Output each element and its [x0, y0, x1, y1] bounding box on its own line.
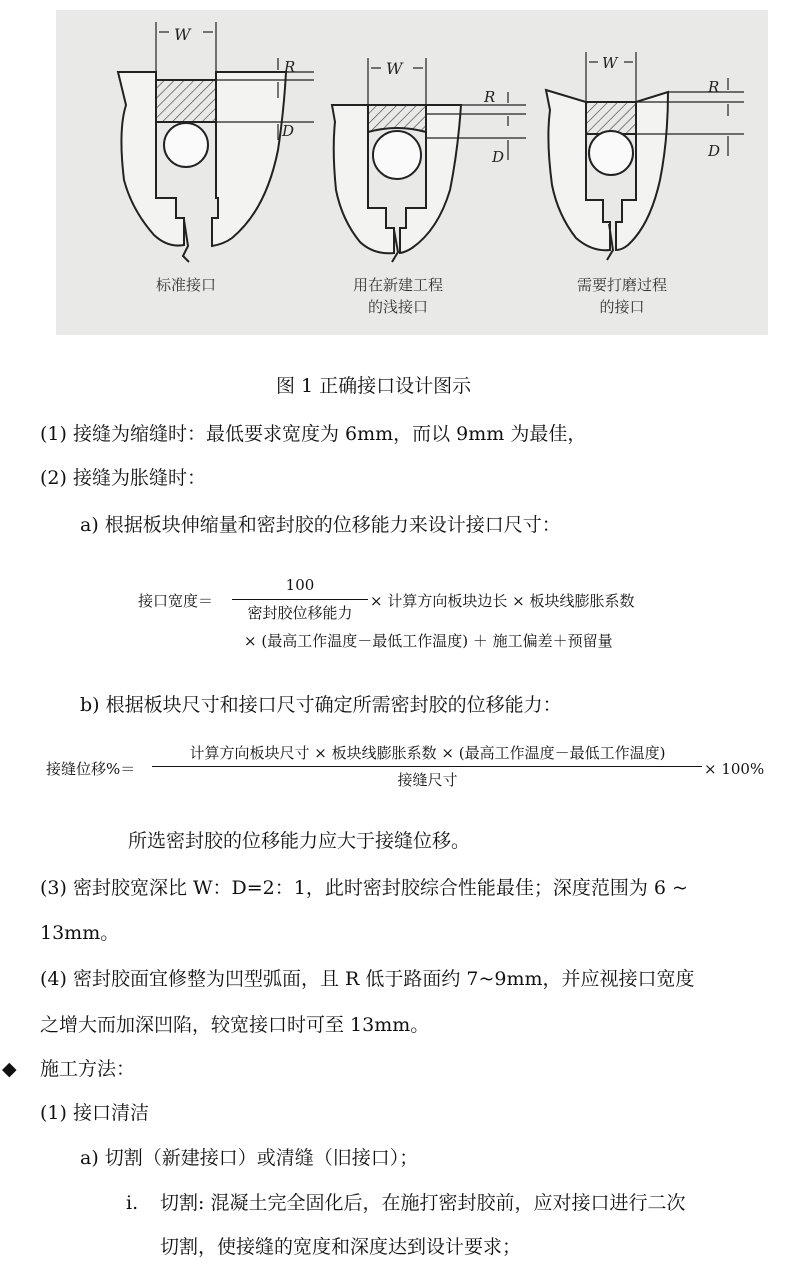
item-cutting-number: i.: [126, 1192, 139, 1214]
dim-w-3: W: [602, 54, 618, 72]
formula1-rhs2: × (最高工作温度－最低工作温度) ＋ 施工偏差＋预留量: [244, 632, 613, 650]
item-width-depth-ratio-line2: 13mm。: [40, 922, 120, 944]
item-expansion-b: b) 根据板块尺寸和接口尺寸确定所需密封胶的位移能力：: [80, 694, 562, 716]
formula2-lhs: 接缝位移%＝: [46, 760, 136, 778]
item-cutting-line1: 切割: 混凝土完全固化后，在施打密封胶前，应对接口进行二次: [160, 1192, 686, 1214]
item-expansion-joint: (2) 接缝为胀缝时：: [40, 467, 206, 489]
panel3-caption-line2: 的接口: [599, 298, 645, 316]
item-cutting-line2: 切割，使接缝的宽度和深度达到设计要求；: [160, 1236, 522, 1258]
panel3-caption-line1: 需要打磨过程: [576, 276, 668, 294]
item-shrinkage-joint: (1) 接缝为缩缝时：最低要求宽度为 6mm，而以 9mm 为最佳，: [40, 423, 587, 445]
item-sealant-surface-line2: 之增大而加深凹陷，较宽接口时可至 13mm。: [40, 1014, 430, 1036]
item-expansion-a: a) 根据板块伸缩量和密封胶的位移能力来设计接口尺寸：: [80, 514, 561, 536]
dim-r-3: R: [708, 78, 720, 96]
item-joint-cleaning-a: a) 切割（新建接口）或清缝（旧接口）；: [80, 1147, 419, 1169]
dim-r-1: R: [284, 58, 296, 76]
bullet-diamond-icon: ◆: [2, 1058, 17, 1080]
formula2-numerator: 计算方向板块尺寸 × 板块线膨胀系数 × (最高工作温度－最低工作温度): [189, 744, 666, 762]
formula2-fraction-bar: [152, 766, 702, 767]
figure-caption: 图 1 正确接口设计图示: [276, 375, 472, 397]
dim-d-2: D: [492, 148, 505, 166]
dim-r-2: R: [484, 88, 496, 106]
panel1-caption: 标准接口: [155, 276, 217, 294]
formula1-denominator: 密封胶位移能力: [247, 604, 353, 622]
dim-d-1: D: [282, 122, 295, 140]
formula1-numerator: 100: [285, 576, 315, 594]
panel2-caption-line2: 的浅接口: [367, 298, 429, 316]
formula2-denominator: 接缝尺寸: [397, 771, 458, 789]
item-joint-cleaning: (1) 接口清洁: [40, 1102, 149, 1124]
item-sealant-surface-line1: (4) 密封胶面宜修整为凹型弧面，且 R 低于路面约 7~9mm，并应视接口宽度: [40, 968, 695, 990]
dim-w-2: W: [386, 59, 403, 78]
item-expansion-b-note: 所选密封胶的位移能力应大于接缝位移。: [128, 830, 471, 852]
formula1-fraction-bar: [232, 599, 368, 600]
formula2-rhs: × 100%: [704, 760, 765, 778]
joint-design-figure: [56, 10, 768, 335]
panel2-caption-line1: 用在新建工程: [352, 276, 444, 294]
dim-d-3: D: [708, 142, 721, 160]
formula1-rhs1: × 计算方向板块边长 × 板块线膨胀系数: [370, 592, 635, 610]
dim-w-1: W: [174, 25, 191, 44]
item-width-depth-ratio-line1: (3) 密封胶宽深比 W：D=2：1，此时密封胶综合性能最佳；深度范围为 6 ~: [40, 877, 688, 899]
section-construction-method: 施工方法：: [40, 1058, 136, 1080]
formula1-lhs: 接口宽度＝: [138, 592, 214, 610]
